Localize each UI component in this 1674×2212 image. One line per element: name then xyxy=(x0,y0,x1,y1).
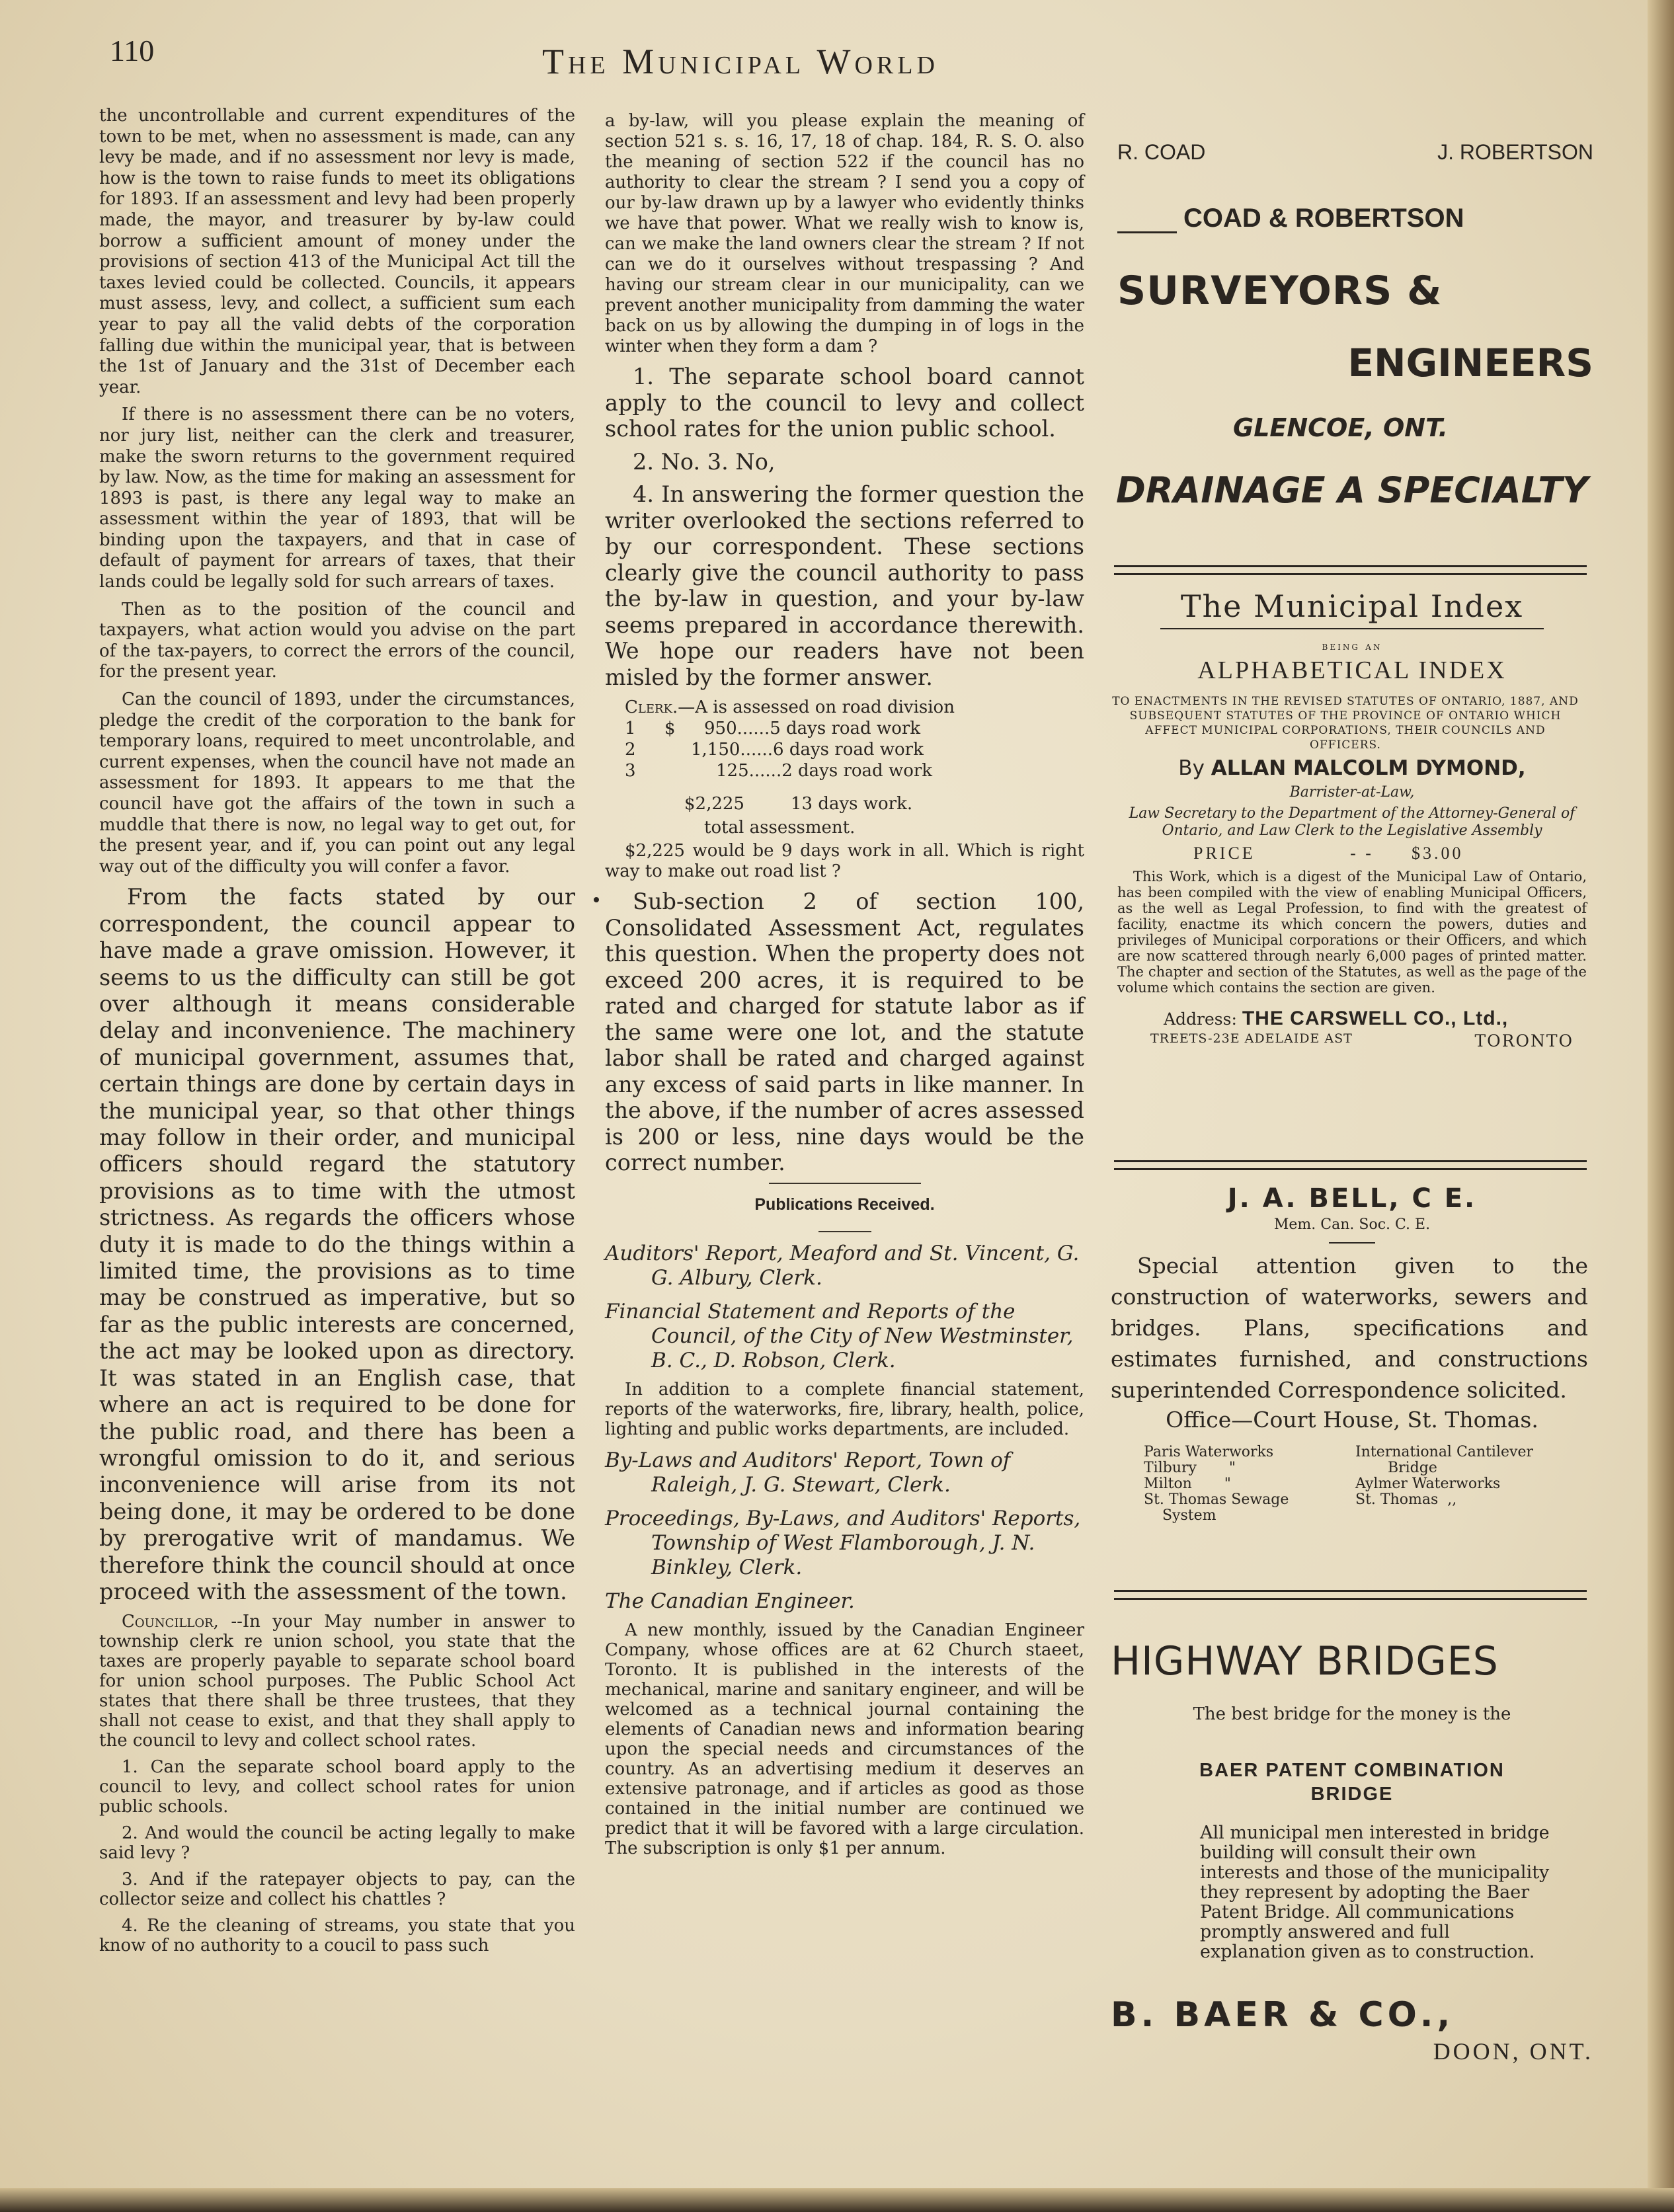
publication-canadian-engineer: The Canadian Engineer. xyxy=(605,1589,855,1613)
total-line xyxy=(684,793,1084,814)
publication-canadian-engineer-text: A new monthly, issued by the Canadian Engineer Company, whose offices are at 62 Church staeet, Toronto. It is published in the interests of the mechanical, marine and sanitary engineer, and will be welcomed as a technical journal containing the elements of Canadian news and information bearing upon the special needs and circumstances of the country. As an advertising medium it deserves an extensive patronage, and if articles as good as those contained in the initial number are continued we predict that it will be favored with a large circulation. The subscription is only $1 per annum. xyxy=(605,1620,1084,1858)
separator-rule xyxy=(818,1231,871,1232)
index-address xyxy=(1164,1007,1593,1030)
editor-answer-assessment: From the facts stated by our correspondent, the council appear to have made a grave omission. However, it seems to us the difficulty can still be got over although it means considerable delay and inconvenience. The machinery of municipal government, assumes that, certain things are done by certain days in the municipal year, so that other things may follow in their order, and municipal officers should regard the statutory provisions as to time with the utmost strictness. As regards the officers whose duty it is made to do the things within a limited time, the provisions as to time may be construed as imperative, but so far as the public interests are concerned, the act may be looked upon as directory. It was stated in an English case, that where an act is required to be done for the public road, and there has been a wrongful omission to do it, and serious inconvenience will arise from its not being done, it may be ordered to be done by prerogative writ of mandamus. We therefore think the council should at once proceed with the assessment of the town. xyxy=(99,884,575,1604)
index-by: By xyxy=(1178,756,1205,780)
councillor-lead: Councillor, xyxy=(122,1612,219,1632)
index-alpha: ALPHABETICAL INDEX xyxy=(1197,656,1507,684)
index-author: ALLAN MALCOLM DYMOND, xyxy=(1211,756,1526,780)
col2-paragraph-1: a by-law, will you please explain the meaning of section 521 s. s. 16, 17, 18 of chap. 184, R. S. O. also the meaning of section 522 if the council has no authority to clear the stream ? I send you a copy of our by-law drawn up by a lawyer who evidently thinks we have that power. What we really wish to know is, can we make the land owners clear the stream ? If not can we do it ourselves without trespassing ? And having our stream clear in our municipality, can we prevent another municipality from damming the water back on us by allowing the dumping in of logs in the winter when they form a dam ? xyxy=(605,111,1084,356)
page-number: 110 xyxy=(110,34,155,67)
price-value: $3.00 xyxy=(1412,844,1464,863)
clerk-intro: —A is assessed on road division xyxy=(678,697,955,717)
index-street-line xyxy=(1150,1031,1574,1050)
table-cell: 2 xyxy=(625,740,636,760)
total-amount: $2,225 xyxy=(684,794,744,814)
running-head: The Municipal World xyxy=(542,42,939,81)
baer-line-2: BRIDGE xyxy=(1310,1784,1394,1805)
separator-rule xyxy=(769,1183,921,1184)
works-list-right xyxy=(1355,1444,1533,1508)
index-author-role-2: Law Secretary to the Department of the Attorney-General of Ontario, and Law Clerk to the Legislative Assembly xyxy=(1129,805,1575,839)
table-row xyxy=(625,718,939,739)
bell-engineer-ad xyxy=(1111,1170,1593,1537)
surveyors-heading: SURVEYORS & xyxy=(1117,268,1443,314)
total-label: total assessment. xyxy=(704,818,856,838)
total-days: 13 days work. xyxy=(790,794,913,814)
col1-paragraph-2: If there is no assessment there can be no voters, nor jury list, neither can the clerk and treasurer, make the sworn returns to the government required by law. Now, as the time for making an assessment for 1893 is past, is there any legal way to make an assessment within the year of 1893, that will be binding upon the taxpayers, and that in case of default of payment for arrears of taxes, that their lands could be legally sold for such arrears of taxes. xyxy=(99,405,575,592)
table-cell xyxy=(664,739,691,760)
question-2: 2. And would the council be acting legally to make said levy ? xyxy=(99,1823,575,1864)
question-1: 1. Can the separate school board apply to the council to levy, and collect school rates for union public schools. xyxy=(99,1757,575,1817)
address-label: Address: xyxy=(1164,1009,1237,1029)
table-cell: 3 xyxy=(625,761,636,781)
partner-name-robertson: J. ROBERTSON xyxy=(1437,140,1593,164)
clerk-question: $2,225 would be 9 days work in all. Which is right way to make out road list ? xyxy=(605,841,1084,881)
publication-west-flamborough: Proceedings, By-Laws, and Auditors' Reports, Township of West Flamborough, J. N. Binkley, Clerk. xyxy=(605,1506,1081,1579)
answer-4: 4. In answering the former question the writer overlooked the sections referred to by our correspondent. These sections clearly give the council authority to pass the by-law in question, and your by-law seems prepared in accordance therewith. We hope our readers have not been misled by the former answer. xyxy=(605,481,1084,690)
engineer-services: Special attention given to the construction of waterworks, sewers and bridges. Plans, specifications and estimates furnished, and constructions superintended Correspondence solicited. xyxy=(1111,1253,1588,1403)
column-2 xyxy=(605,111,1084,1865)
table-cell: 1 xyxy=(625,719,636,738)
publication-new-westminster-text: In addition to a complete financial statement, reports of the waterworks, fire, library, health, police, lighting and public works departments, are included. xyxy=(605,1379,1084,1439)
list-item: System xyxy=(1144,1507,1216,1524)
list-item: Bridge xyxy=(1355,1460,1437,1476)
baer-company: B. BAER & CO., xyxy=(1111,1995,1455,2035)
index-description: TO ENACTMENTS IN THE REVISED STATUTES OF ONTARIO, 1887, AND SUBSEQUENT STATUTES OF THE PROVINCE OF ONTARIO WHICH AFFECT MUNICIPAL CORPORATIONS, THEIR COUNCILS AND OFFICERS. xyxy=(1112,695,1579,752)
list-item: Milton " xyxy=(1144,1476,1231,1492)
statute-labor-answer: Sub-section 2 of section 100, Consolidated Assessment Act, regulates this question. When the property does not exceed 200 acres, it is required to be rated and charged for statute labor as if the same were one lot, and the statute labor shall be rated and charged against any excess of said parts in like manner. In the above, if the number of acres assessed is 200 or less, nine days would be the correct number. xyxy=(605,889,1084,1175)
highway-title: HIGHWAY BRIDGES xyxy=(1111,1638,1499,1684)
publication-new-westminster: Financial Statement and Reports of the Council, of the City of New Westminster, B. C., D. Robson, Clerk. xyxy=(605,1299,1074,1372)
list-item: St. Thomas Sewage xyxy=(1144,1491,1289,1508)
index-author-line xyxy=(1111,756,1593,780)
list-item: International Cantilever xyxy=(1355,1444,1533,1460)
question-4: 4. Re the cleaning of streams, you state that you know of no authority to a coucil to pass such xyxy=(99,1916,575,1956)
price-dash: - - xyxy=(1350,844,1374,863)
list-item: Paris Waterworks xyxy=(1144,1444,1274,1460)
page-edge-bottom xyxy=(0,2188,1674,2212)
table-cell: 125......2 days road work xyxy=(716,761,933,781)
highway-best: The best bridge for the money is the xyxy=(1193,1704,1511,1724)
works-list xyxy=(1111,1444,1593,1537)
works-list-left xyxy=(1144,1444,1289,1524)
highway-bridges-ad xyxy=(1111,1633,1593,2065)
ad-separator-rule xyxy=(1114,1590,1587,1600)
specialty-line: DRAINAGE A SPECIALTY xyxy=(1116,469,1589,511)
engineer-name: J. A. BELL, C E. xyxy=(1227,1183,1477,1214)
ad-separator-rule xyxy=(1114,1160,1587,1170)
index-title: The Municipal Index xyxy=(1180,588,1524,624)
engineers-heading: ENGINEERS xyxy=(1347,340,1593,385)
answer-1: 1. The separate school board cannot apply to the council to levy and collect school rates for the union public school. xyxy=(605,364,1084,442)
table-row xyxy=(625,760,939,781)
publication-raleigh: By-Laws and Auditors' Report, Town of Raleigh, J. G. Stewart, Clerk. xyxy=(605,1448,1011,1497)
municipal-index-ad xyxy=(1111,588,1593,1050)
publisher-street: TREETS-23E ADELAIDE AST xyxy=(1150,1031,1353,1046)
engineer-office: Office—Court House, St. Thomas. xyxy=(1166,1407,1538,1433)
coad-robertson-ad xyxy=(1111,132,1593,542)
page-edge-right xyxy=(1648,0,1674,2212)
ink-dot xyxy=(594,897,599,902)
index-rule xyxy=(1160,628,1544,629)
list-item: Tilbury " xyxy=(1144,1460,1236,1476)
firm-name: COAD & ROBERTSON xyxy=(1183,204,1464,233)
table-cell: 950......5 days road work xyxy=(704,719,921,738)
question-3: 3. And if the ratepayer objects to pay, can the collector seize and collect his chattles ? xyxy=(99,1870,575,1910)
baer-bridge-heading xyxy=(1111,1758,1593,1806)
list-item: Aylmer Waterworks xyxy=(1355,1476,1501,1492)
baer-town: DOON, ONT. xyxy=(1433,2038,1593,2065)
answer-2-3: 2. No. 3. No, xyxy=(633,448,776,475)
column-1 xyxy=(99,106,575,1962)
decorative-rule xyxy=(1117,231,1177,233)
partner-name-coad: R. COAD xyxy=(1117,140,1206,164)
table-cell: 1,150......6 days road work xyxy=(691,740,924,760)
councillor-letter-body: --In your May number in answer to township clerk re union school, you state that the taxes are properly payable to separate school board for union school purposes. The Public School Act states that there shall be three trustees, that they shall not cease to exist, and that they shall apply to the council to levy and collect school rates. xyxy=(99,1612,575,1751)
clerk-query xyxy=(625,697,1084,838)
col1-paragraph-4: Can the council of 1893, under the circumstances, pledge the credit of the corporation to the bank for temporary loans, required to meet uncontrolable, and current expenses, when the council have not made an assessment for 1893. It appears to me that the council have got the affairs of the town in such a muddle that there is now, no legal way to get out, for the present year, and if, you can point out any legal way out of the difficulty you will confer a favor. xyxy=(99,690,575,877)
publisher: THE CARSWELL CO., Ltd., xyxy=(1242,1007,1509,1029)
road-work-table xyxy=(625,718,939,781)
councillor-letter xyxy=(99,1612,575,1751)
ad-separator-rule xyxy=(1114,565,1587,575)
publications-heading: Publications Received. xyxy=(754,1195,935,1214)
highway-body: All municipal men interested in bridge building will consult their own interests and those of the municipality they represent by adopting the Baer Patent Bridge. All communications promptly answered and full explanation given as to construction. xyxy=(1200,1823,1550,1962)
publisher-city: TORONTO xyxy=(1474,1031,1574,1050)
table-cell xyxy=(664,760,691,781)
table-row xyxy=(625,739,939,760)
index-author-role-1: Barrister-at-Law, xyxy=(1289,784,1415,801)
price-label: PRICE xyxy=(1193,844,1256,863)
col1-paragraph-1: the uncontrollable and current expenditures of the town to be met, when no assessment is made, can any levy be made, and if no assessment nor levy is made, how is the town to raise funds to meet its obligations for 1893. If an assessment and levy had been properly made, the mayor, and treasurer by by-law could borrow a sufficient amount of money under the provisions of section 413 of the Municipal Act till the taxes levied could be collected. Councils, it appears must assess, levy, and collect, a sufficient sum each year to pay all the valid debts of the corporation falling due within the municipal year, that is between the 1st of January and the 31st of December each year. xyxy=(99,106,575,397)
list-item: St. Thomas ,, xyxy=(1355,1491,1457,1508)
index-being: being an xyxy=(1322,640,1382,653)
publication-meaford: Auditors' Report, Meaford and St. Vincent, G. G. Albury, Clerk. xyxy=(605,1241,1080,1290)
bell-rule xyxy=(1329,1242,1375,1244)
clerk-intro-line xyxy=(625,697,1084,718)
col1-paragraph-3: Then as to the position of the council and taxpayers, what action would you advise on the part of the tax-payers, to correct the errors of the council, for the present year. xyxy=(99,599,575,682)
engineer-society: Mem. Can. Soc. C. E. xyxy=(1273,1216,1431,1233)
index-body: This Work, which is a digest of the Municipal Law of Ontario, has been compiled with the view of enabling Municipal Officers, as the well as Legal Profession, to find with the greatest of facility, enactme its which concern the powers, duties and privileges of Municipal corporations or their Officers, and which are now scattered through nearly 6,000 pages of printed matter. The chapter and section of the Statutes, as well as the page of the volume which contains the section are given. xyxy=(1117,869,1587,996)
table-cell: $ xyxy=(664,719,676,738)
firm-town: GLENCOE, ONT. xyxy=(1233,413,1448,442)
baer-line-1: BAER PATENT COMBINATION xyxy=(1199,1760,1505,1781)
clerk-label: Clerk. xyxy=(625,697,678,717)
index-price-line xyxy=(1111,844,1593,863)
